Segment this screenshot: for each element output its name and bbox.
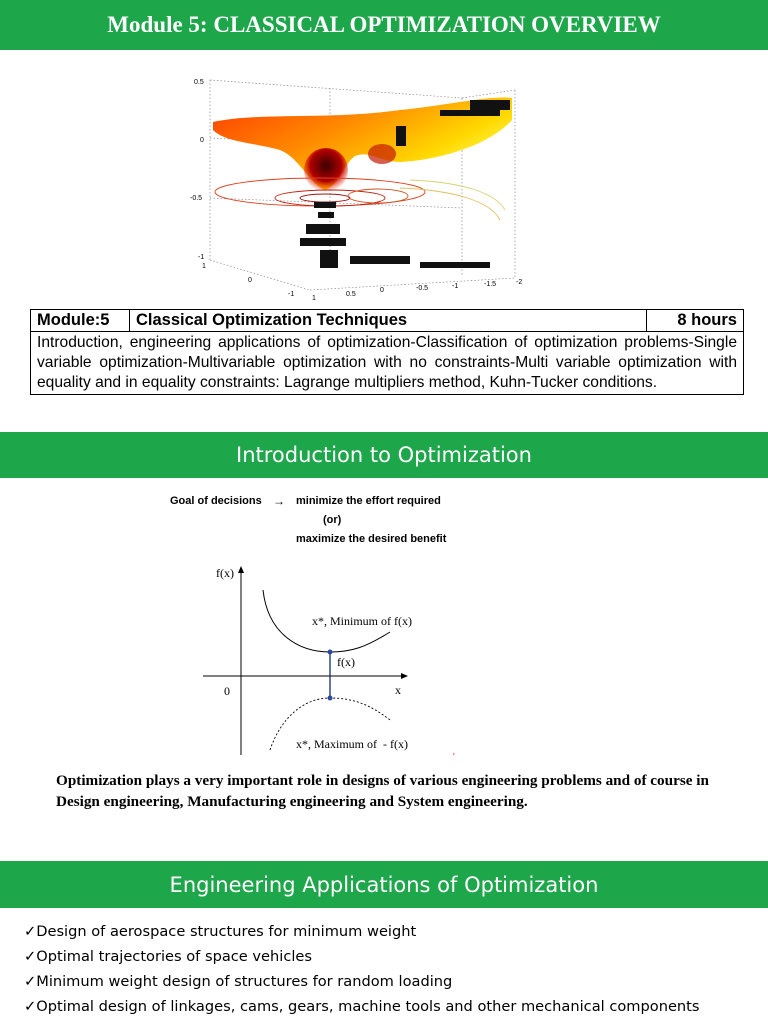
graph-fx-label: f(x) bbox=[337, 655, 355, 669]
list-item: ✓Optimal design of linkages, cams, gears, machine tools and other mechanical components bbox=[24, 998, 700, 1015]
x-tick: 0 bbox=[380, 287, 384, 294]
syllabus-table bbox=[30, 309, 744, 395]
module-banner bbox=[0, 0, 768, 50]
goal-arrow: → bbox=[273, 494, 285, 508]
module-label: Module:5 bbox=[31, 310, 130, 332]
goal-label: Goal of decisions bbox=[170, 495, 262, 507]
applications-list bbox=[24, 922, 700, 1022]
module-hours: 8 hours bbox=[647, 310, 744, 332]
list-item: ✓Minimum weight design of structures for random loading bbox=[24, 973, 453, 990]
y-tick: 1 bbox=[202, 263, 206, 270]
graph-origin-label: 0 bbox=[224, 684, 230, 698]
x-tick: 0.5 bbox=[346, 291, 356, 298]
optimization-graph bbox=[190, 560, 480, 765]
goal-option-minimize: minimize the effort required bbox=[296, 495, 441, 507]
optimization-paragraph: Optimization plays a very important role in designs of various engineering problems and of course in Design engineering, Manufacturing engineering and System engineering. bbox=[56, 772, 709, 810]
module-banner-title: Module 5: CLASSICAL OPTIMIZATION OVERVIEW bbox=[107, 12, 661, 37]
surface-plot-figure bbox=[0, 50, 768, 310]
y-axis-arrowhead bbox=[238, 566, 244, 573]
intro-banner bbox=[0, 432, 768, 478]
x-tick: -1 bbox=[452, 283, 459, 290]
applications-banner bbox=[0, 861, 768, 908]
applications-banner-title: Engineering Applications of Optimization bbox=[169, 872, 599, 897]
x-tick: -0.5 bbox=[416, 285, 429, 292]
goal-or: (or) bbox=[323, 514, 342, 526]
x-tick: 1 bbox=[312, 295, 316, 302]
syllabus-description-row bbox=[31, 332, 744, 395]
surface-well bbox=[304, 148, 348, 192]
x-axis-arrowhead bbox=[401, 673, 408, 679]
y-tick: 0 bbox=[248, 277, 252, 284]
graph-max-label: x*, Maximum of - f(x) bbox=[296, 737, 408, 751]
goal-option-maximize: maximize the desired benefit bbox=[296, 533, 447, 545]
z-tick: 0 bbox=[200, 137, 204, 144]
max-point bbox=[328, 696, 333, 701]
red-mark: ' bbox=[453, 752, 455, 763]
z-tick: -1 bbox=[198, 254, 205, 261]
y-tick: -1 bbox=[288, 291, 295, 298]
z-tick: 0.5 bbox=[194, 79, 204, 86]
z-tick: -0.5 bbox=[190, 195, 203, 202]
intro-banner-title: Introduction to Optimization bbox=[236, 443, 532, 467]
module-description: Introduction, engineering applications of optimization-Classification of optimization problems-Single variable optimization-Multivariable optimization with no constraints-Multi variable optimization with equality and in equality constraints: Lagrange multipliers method, Kuhn-Tucker conditions. bbox=[31, 332, 744, 395]
syllabus-header-row bbox=[31, 310, 744, 332]
x-tick: -1.5 bbox=[484, 281, 497, 288]
graph-x-label: x bbox=[395, 683, 401, 697]
surface-well-2 bbox=[368, 144, 396, 164]
graph-min-label: x*, Minimum of f(x) bbox=[312, 614, 412, 628]
min-point bbox=[328, 650, 333, 655]
graph-y-label: f(x) bbox=[216, 566, 234, 580]
contour-lines bbox=[215, 178, 505, 220]
list-item: ✓Design of aerospace structures for minimum weight bbox=[24, 923, 417, 940]
list-item: ✓Optimal trajectories of space vehicles bbox=[24, 948, 312, 965]
x-tick: -2 bbox=[516, 279, 523, 286]
module-title: Classical Optimization Techniques bbox=[130, 310, 647, 332]
